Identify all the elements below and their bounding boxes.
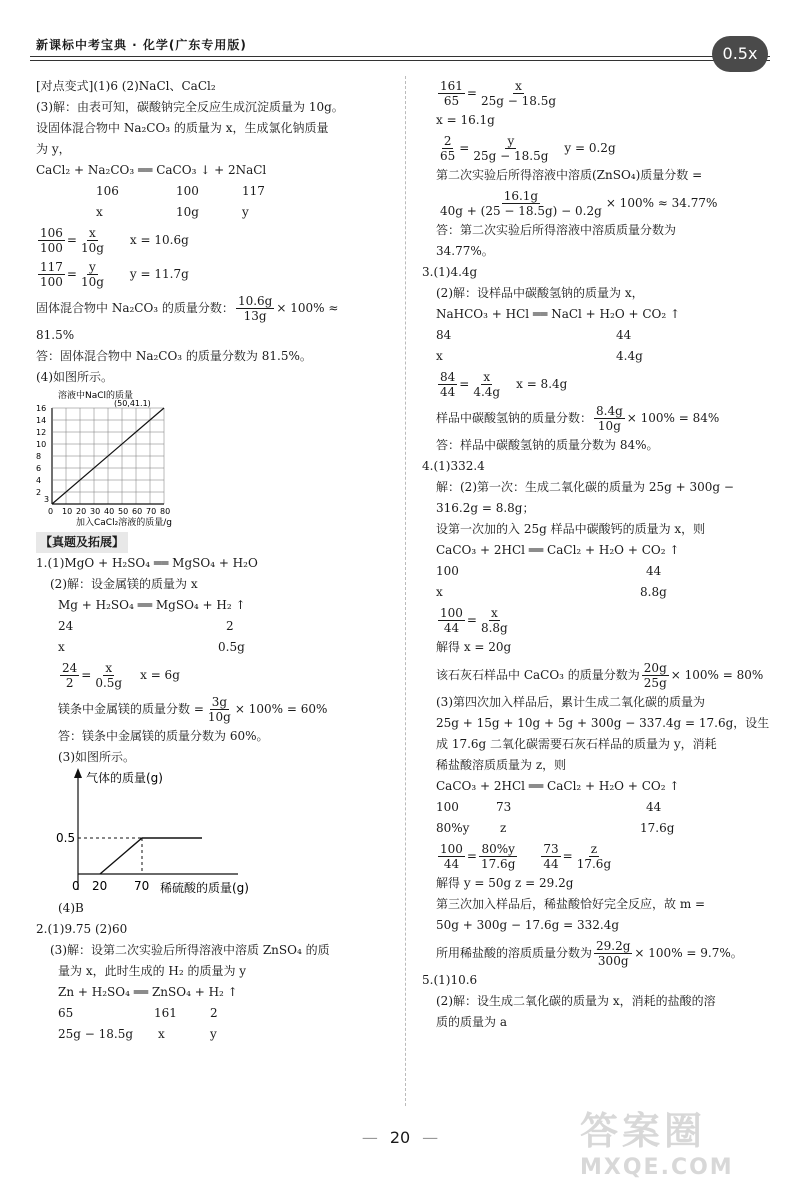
y-ticks (36, 404, 49, 504)
equation-ratios: 24 2 (58, 619, 234, 633)
percent-line: 镁条中金属镁的质量分数 = $\frac{3g}{10g}$ × 100% = 60% (58, 694, 328, 724)
text-line: 第三次加入样品后，稀盐酸恰好完全反应，故 m = (436, 897, 706, 911)
x-tick: 60 (132, 507, 143, 516)
equation-ratios: 65 161 2 (58, 1006, 218, 1020)
chem-equation: CaCO₃ + 2HCl ══ CaCl₂ + H₂O + CO₂ ↑ (436, 543, 680, 557)
proportion-line: $\frac{100}{44}$ = $\frac{80\%y}{17.6g}$ $\frac{73}{44}$ = $\frac{z}{17.6g}$ (440, 841, 612, 871)
ratio-value: 117 (242, 184, 265, 198)
text-line: 质的质量为 a (436, 1015, 507, 1029)
text-line: 1.(1)MgO + H₂SO₄ ══ MgSO₄ + H₂O (36, 556, 258, 570)
answer-line: 34.77%。 (436, 244, 494, 258)
start-tick: 3 (44, 495, 50, 504)
var-value: x (96, 205, 103, 219)
text-line: 4.(1)332.4 (422, 459, 485, 473)
result-line: x = 16.1g (436, 113, 495, 127)
column-divider (405, 76, 406, 1106)
x-tick: 70 (146, 507, 157, 516)
answer-line: 答：固体混合物中 Na₂CO₃ 的质量分数为 81.5%。 (36, 349, 312, 363)
header-rule-thin (30, 60, 770, 61)
chem-equation: CaCl₂ + Na₂CO₃ ══ CaCO₃ ↓ + 2NaCl (36, 163, 267, 177)
y-tick: 10 (36, 440, 47, 449)
text-line: 3.(1)4.4g (422, 265, 478, 279)
proportion-line: $\frac{2}{65}$ = $\frac{y}{25g - 18.5g}$ y = 0.2g (440, 133, 616, 163)
left-column (36, 76, 388, 1045)
y-tick: 14 (36, 416, 47, 425)
gas-chart (56, 768, 286, 898)
x-tick: 20 (76, 507, 87, 516)
text-line: (2)解：设样品中碳酸氢钠的质量为 x， (436, 286, 644, 300)
chem-equation: Zn + H₂SO₄ ══ ZnSO₄ + H₂ ↑ (58, 985, 238, 999)
x-tick: 70 (134, 879, 150, 893)
text-line: 设第一次加的入 25g 样品中碳酸钙的质量为 x，则 (436, 522, 706, 536)
equation-ratios: 100 44 (436, 564, 662, 578)
equation-ratios (36, 181, 388, 202)
chart-xlabel: 稀硫酸的质量(g) (160, 881, 249, 895)
x-ticks (48, 507, 170, 516)
chem-equation: NaHCO₃ + HCl ══ NaCl + H₂O + CO₂ ↑ (436, 307, 681, 321)
header-rule (30, 56, 770, 57)
text-line: (4)如图所示。 (36, 370, 113, 384)
text-line: 50g + 300g − 17.6g = 332.4g (436, 918, 620, 932)
text-line: 2.(1)9.75 (2)60 (36, 922, 128, 936)
result-line: 解得 x = 20g (436, 640, 512, 654)
text-line: 81.5% (36, 328, 75, 342)
percent-line: 该石灰石样品中 CaCO₃ 的质量分数为 $\frac{20g}{25g}$ × 100% = 80% (436, 660, 764, 690)
text-line: (4)B (58, 901, 84, 915)
equation-vars: 25g − 18.5g x y (58, 1027, 217, 1041)
x-tick: 50 (118, 507, 129, 516)
text-line: (3)解：由表可知，碳酸钠完全反应生成沉淀质量为 10g。 (36, 100, 344, 114)
text-line: 稀盐酸溶质质量为 z，则 (436, 758, 567, 772)
proportion-line: $\frac{161}{65}$ = $\frac{x}{25g - 18.5g}$ (440, 78, 557, 108)
running-header: 新课标中考宝典 · 化学(广东专用版) (36, 38, 247, 52)
equation-vars: 80%y z 17.6g (436, 821, 675, 835)
equation-vars: x 0.5g (58, 640, 245, 654)
proportion-line: $\frac{106}{100}$ = $\frac{x}{10g}$ x = 10.6g (40, 225, 189, 255)
text-line: (2)解：设金属镁的质量为 x (50, 577, 198, 591)
text-line: (3)如图所示。 (58, 750, 135, 764)
equation-ratios: 84 44 (436, 328, 632, 342)
x-tick: 0 (72, 879, 80, 893)
equation-vars: x 8.8g (436, 585, 667, 599)
text-line: 316.2g = 8.8g； (436, 501, 535, 515)
x-tick: 20 (92, 879, 108, 893)
y-tick: 6 (36, 464, 42, 473)
var-value: y (242, 205, 249, 219)
ratio-value: 106 (96, 184, 119, 198)
text-line: 解：(2)第一次：生成二氧化碳的质量为 25g + 300g − (436, 480, 734, 494)
text-line: 成 17.6g 二氧化碳需要石灰石样品的质量为 y，消耗 (436, 737, 717, 751)
proportion-line: $\frac{117}{100}$ = $\frac{y}{10g}$ y = 11.7g (40, 259, 189, 289)
percent-line: 所用稀盐酸的溶质质量分数为 $\frac{29.2g}{300g}$ × 100% = 9.7%。 (436, 938, 743, 968)
playback-speed-button[interactable]: 0.5x (712, 36, 768, 72)
text-line: (2)解：设生成二氧化碳的质量为 x，消耗的盐酸的溶 (436, 994, 716, 1008)
y-tick: 16 (36, 404, 47, 413)
x-tick: 30 (90, 507, 101, 516)
text-line: 5.(1)10.6 (422, 973, 478, 987)
equation-ratios: 100 73 44 (436, 800, 662, 814)
text-line: 为 y， (36, 142, 71, 156)
equation-vars: x 4.4g (436, 349, 643, 363)
chart-ylabel: 溶液中NaCl的质量 (58, 391, 134, 401)
y-tick: 0.5 (56, 831, 76, 845)
ratio-value: 100 (176, 184, 199, 198)
x-tick: 0 (48, 507, 54, 516)
percent-line: 固体混合物中 Na₂CO₃ 的质量分数： $\frac{10.6g}{13g}$ × 100% ≈ (36, 293, 339, 323)
nacl-chart (36, 388, 206, 528)
point-label: (50,41.1) (114, 399, 151, 408)
text-line: (3)解：设第二次实验后所得溶液中溶质 ZnSO₄ 的质 (50, 943, 330, 957)
text-line: 量为 x，此时生成的 H₂ 的质量为 y (58, 964, 247, 978)
x-tick: 10 (62, 507, 73, 516)
y-tick: 8 (36, 452, 42, 461)
watermark-logo: 答案圈 MXQE.COM (580, 1109, 734, 1180)
right-column (422, 76, 770, 1033)
text-line: 设固体混合物中 Na₂CO₃ 的质量为 x，生成氯化钠质量 (36, 121, 329, 135)
chem-equation: CaCO₃ + 2HCl ══ CaCl₂ + H₂O + CO₂ ↑ (436, 779, 680, 793)
var-value: 10g (176, 205, 199, 219)
percent-line: 样品中碳酸氢钠的质量分数： $\frac{8.4g}{10g}$ × 100% = 84% (436, 403, 720, 433)
answer-line: 答：样品中碳酸氢钠的质量分数为 84%。 (436, 438, 659, 452)
proportion-line: $\frac{84}{44}$ = $\frac{x}{4.4g}$ x = 8.4g (440, 369, 568, 399)
result-line: 解得 y = 50g z = 29.2g (436, 876, 574, 890)
x-tick: 80 (160, 507, 171, 516)
y-arrow (74, 768, 82, 778)
section-title: 【真题及拓展】 (36, 532, 128, 553)
proportion-line: $\frac{24}{2}$ = $\frac{x}{0.5g}$ x = 6g (62, 660, 180, 690)
y-tick: 12 (36, 428, 47, 437)
chem-equation: Mg + H₂SO₄ ══ MgSO₄ + H₂ ↑ (58, 598, 246, 612)
text-line: 25g + 15g + 10g + 5g + 300g − 337.4g = 17.6g，设生 (436, 716, 770, 730)
percent-line: $\frac{16.1g}{40g + (25 - 18.5g) - 0.2g}$ × 100% ≈ 34.77% (440, 188, 718, 218)
y-tick: 4 (36, 476, 42, 485)
y-tick: 2 (36, 488, 42, 497)
text-line: (3)第四次加入样品后，累计生成二氧化碳的质量为 (436, 695, 705, 709)
proportion-line: $\frac{100}{44}$ = $\frac{x}{8.8g}$ (440, 605, 508, 635)
page-number: — 20 — (361, 1128, 439, 1147)
text-line: 第二次实验后所得溶液中溶质(ZnSO₄)质量分数 = (436, 168, 703, 182)
x-tick: 40 (104, 507, 115, 516)
answer-line: 答：镁条中金属镁的质量分数为 60%。 (58, 729, 269, 743)
chart-xlabel: 加入CaCl₂溶液的质量/g (76, 518, 172, 528)
chart-ylabel: 气体的质量(g) (86, 771, 163, 785)
text-line: [对点变式](1)6 (2)NaCl、CaCl₂ (36, 79, 216, 93)
gas-series-line (100, 838, 202, 874)
answer-line: 答：第二次实验后所得溶液中溶质质量分数为 (436, 223, 677, 237)
equation-vars (36, 202, 388, 223)
